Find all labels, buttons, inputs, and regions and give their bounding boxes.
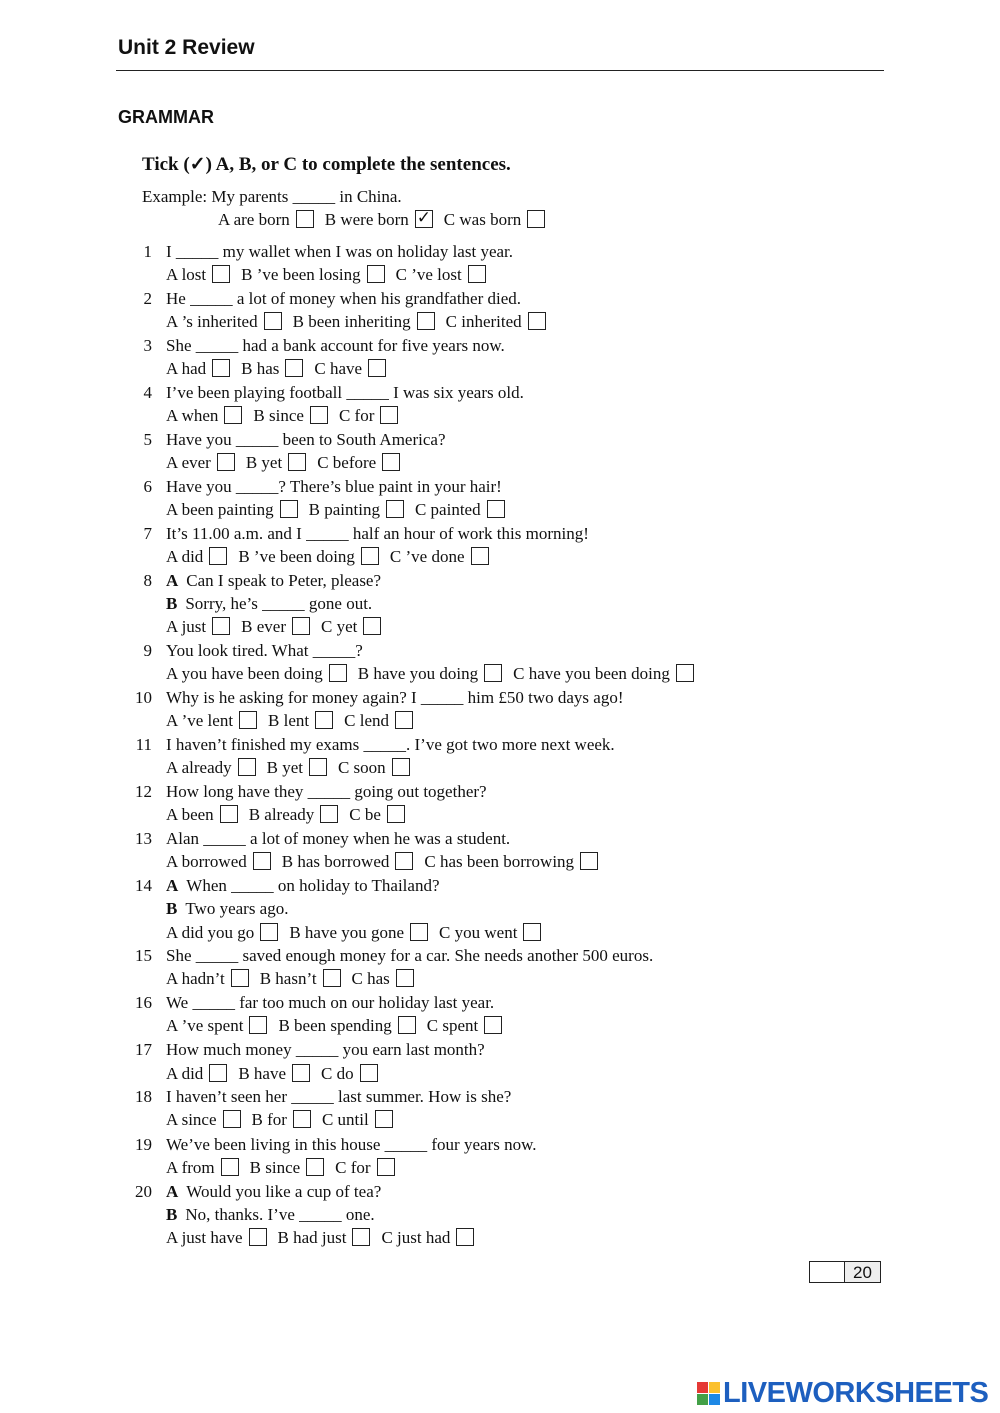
answer-checkbox[interactable] xyxy=(221,1158,239,1176)
option-label: C yet xyxy=(321,617,358,636)
option-b[interactable] xyxy=(278,1227,371,1249)
sentence: Why is he asking for money again? I _____ him £50 two days ago! xyxy=(166,688,624,707)
option-c[interactable] xyxy=(335,1157,394,1179)
option-b[interactable] xyxy=(267,757,327,779)
option-a[interactable] xyxy=(166,757,256,779)
answer-checkbox[interactable] xyxy=(392,758,410,776)
option-b[interactable] xyxy=(282,851,414,873)
title-divider xyxy=(116,70,884,71)
question-text xyxy=(166,288,521,310)
answer-options xyxy=(166,804,416,826)
option-label: B hasn’t xyxy=(259,969,317,988)
option-a[interactable] xyxy=(166,710,257,732)
answer-checkbox[interactable] xyxy=(484,1016,502,1034)
answer-checkbox[interactable] xyxy=(315,711,333,729)
logo-square xyxy=(709,1394,720,1405)
option-b[interactable] xyxy=(253,405,328,427)
option-label: B has xyxy=(241,359,280,378)
option-label: A ’ve spent xyxy=(166,1016,244,1035)
answer-options xyxy=(166,499,516,521)
score-box xyxy=(809,1261,881,1283)
option-c[interactable] xyxy=(321,616,381,638)
answer-checkbox[interactable] xyxy=(264,312,282,330)
option-label: C until xyxy=(321,1110,369,1129)
question-text xyxy=(166,898,288,920)
section-heading: GRAMMAR xyxy=(118,107,214,127)
sentence: She _____ saved enough money for a car. She needs another 500 euros. xyxy=(166,946,654,965)
option-label: A lost xyxy=(166,265,207,284)
answer-checkbox[interactable] xyxy=(217,453,235,471)
option-a[interactable] xyxy=(166,804,238,826)
answer-checkbox[interactable] xyxy=(306,1158,324,1176)
logo-square xyxy=(709,1382,720,1393)
sentence: We _____ far too much on our holiday last year. xyxy=(166,993,495,1012)
speaker-label: B xyxy=(166,899,178,918)
option-c[interactable] xyxy=(322,1109,393,1131)
option-label: A did you go xyxy=(166,923,255,942)
sentence: How long have they _____ going out together? xyxy=(166,782,487,801)
option-label: C inherited xyxy=(445,312,522,331)
answer-checkbox[interactable] xyxy=(223,1110,241,1128)
sentence: Two years ago. xyxy=(185,899,289,918)
question-text xyxy=(166,687,624,709)
answer-checkbox[interactable] xyxy=(487,500,505,518)
question-number: 12 xyxy=(135,782,152,801)
question-number: 14 xyxy=(135,876,152,895)
logo-square xyxy=(697,1382,708,1393)
option-label: C just had xyxy=(381,1228,451,1247)
option-c[interactable] xyxy=(427,1015,502,1037)
option-c[interactable] xyxy=(317,452,400,474)
answer-checkbox[interactable] xyxy=(253,852,271,870)
sentence: She _____ had a bank account for five years now. xyxy=(166,336,505,355)
option-b[interactable] xyxy=(250,1157,325,1179)
answer-options xyxy=(166,757,421,779)
option-label: A did xyxy=(166,1064,204,1083)
question-text xyxy=(166,429,446,451)
option-a[interactable] xyxy=(166,311,282,333)
option-b[interactable] xyxy=(268,710,333,732)
answer-checkbox[interactable] xyxy=(220,805,238,823)
answer-checkbox[interactable] xyxy=(417,312,435,330)
option-b[interactable] xyxy=(252,1109,311,1131)
answer-checkbox[interactable] xyxy=(288,453,306,471)
answer-checkbox[interactable] xyxy=(224,406,242,424)
page-title: Unit 2 Review xyxy=(118,36,255,59)
logo-mark-icon xyxy=(697,1382,720,1405)
answer-checkbox[interactable] xyxy=(209,547,227,565)
answer-checkbox[interactable] xyxy=(527,210,545,228)
answer-options xyxy=(166,1015,513,1037)
answer-checkbox[interactable] xyxy=(380,406,398,424)
sentence: Sorry, he’s _____ gone out. xyxy=(185,594,373,613)
question-number: 2 xyxy=(143,289,152,308)
option-label: C lend xyxy=(344,711,389,730)
option-c[interactable] xyxy=(338,757,410,779)
answer-checkbox[interactable] xyxy=(395,852,413,870)
speaker-label: A xyxy=(166,571,179,590)
option-label: A just xyxy=(166,617,207,636)
answer-checkbox[interactable] xyxy=(212,617,230,635)
option-c[interactable] xyxy=(439,922,541,944)
question-number: 10 xyxy=(135,688,152,707)
sentence: Alan _____ a lot of money when he was a student. xyxy=(166,829,511,848)
option-b[interactable] xyxy=(309,499,404,521)
option-c[interactable] xyxy=(415,499,505,521)
answer-checkbox[interactable] xyxy=(377,1158,395,1176)
question-text xyxy=(166,781,487,803)
answer-checkbox[interactable] xyxy=(292,1064,310,1082)
option-a[interactable] xyxy=(166,1157,239,1179)
option-c[interactable] xyxy=(396,264,486,286)
option-a[interactable] xyxy=(166,1063,227,1085)
option-a[interactable] xyxy=(218,209,314,231)
answer-checkbox[interactable] xyxy=(320,805,338,823)
option-label: B ever xyxy=(241,617,286,636)
answer-options xyxy=(166,710,424,732)
instructions: Tick (✓) A, B, or C to complete the sentences. xyxy=(142,154,511,175)
option-label: A from xyxy=(166,1158,215,1177)
option-label: B had just xyxy=(277,1228,347,1247)
option-c[interactable] xyxy=(352,968,414,990)
option-label: A borrowed xyxy=(166,852,247,871)
option-label: B yet xyxy=(245,453,283,472)
answer-checkbox[interactable] xyxy=(285,359,303,377)
option-label: C have you been doing xyxy=(513,664,670,683)
option-c[interactable] xyxy=(344,710,413,732)
option-a[interactable] xyxy=(166,1227,267,1249)
answer-checkbox[interactable] xyxy=(260,923,278,941)
option-label: B were born xyxy=(324,210,409,229)
answer-checkbox[interactable] xyxy=(676,664,694,682)
answer-checkbox[interactable] xyxy=(396,969,414,987)
logo-text: LIVEWORKSHEETS xyxy=(723,1377,989,1409)
answer-checkbox[interactable] xyxy=(329,664,347,682)
option-c[interactable] xyxy=(349,804,405,826)
option-b[interactable] xyxy=(325,209,433,231)
answer-checkbox[interactable] xyxy=(296,210,314,228)
question-number: 7 xyxy=(143,524,152,543)
answer-checkbox[interactable] xyxy=(415,210,433,228)
answer-options xyxy=(166,358,397,380)
sentence: I haven’t seen her _____ last summer. How is she? xyxy=(166,1087,512,1106)
question-text xyxy=(166,523,589,545)
liveworksheets-logo xyxy=(697,1378,988,1408)
option-label: B been inheriting xyxy=(292,312,411,331)
answer-options xyxy=(166,851,609,873)
answer-checkbox[interactable] xyxy=(360,1064,378,1082)
option-label: B ’ve been doing xyxy=(238,547,355,566)
option-label: A had xyxy=(166,359,207,378)
answer-options xyxy=(166,968,425,990)
speaker-label: A xyxy=(166,1182,179,1201)
option-label: C spent xyxy=(426,1016,479,1035)
option-label: C painted xyxy=(414,500,481,519)
option-label: C before xyxy=(317,453,377,472)
option-label: A you have been doing xyxy=(166,664,323,683)
answer-checkbox[interactable] xyxy=(309,758,327,776)
option-label: C has been borrowing xyxy=(424,852,575,871)
option-label: B lent xyxy=(268,711,310,730)
question-text xyxy=(166,1086,511,1108)
question-text xyxy=(166,1039,485,1061)
option-b[interactable] xyxy=(241,616,310,638)
option-a[interactable] xyxy=(166,546,227,568)
answer-options xyxy=(166,1109,404,1131)
question-text xyxy=(166,734,615,756)
answer-checkbox[interactable] xyxy=(367,265,385,283)
answer-checkbox[interactable] xyxy=(387,805,405,823)
option-c[interactable] xyxy=(314,358,386,380)
sentence: Have you _____ been to South America? xyxy=(166,430,446,449)
answer-checkbox[interactable] xyxy=(580,852,598,870)
answer-checkbox[interactable] xyxy=(293,1110,311,1128)
option-c[interactable] xyxy=(444,209,545,231)
question-number: 13 xyxy=(135,829,152,848)
option-a[interactable] xyxy=(166,452,235,474)
option-label: C has xyxy=(351,969,390,988)
option-b[interactable] xyxy=(238,546,379,568)
sentence: No, thanks. I’ve _____ one. xyxy=(185,1205,375,1224)
option-c[interactable] xyxy=(339,405,398,427)
answer-checkbox[interactable] xyxy=(209,1064,227,1082)
option-a[interactable] xyxy=(166,968,249,990)
option-label: C have xyxy=(314,359,363,378)
option-label: A been xyxy=(166,805,214,824)
answer-checkbox[interactable] xyxy=(484,664,502,682)
sentence: He _____ a lot of money when his grandfather died. xyxy=(166,289,522,308)
option-a[interactable] xyxy=(166,1109,241,1131)
sentence: I _____ my wallet when I was on holiday last year. xyxy=(166,242,514,261)
question-number: 20 xyxy=(135,1182,152,1201)
question-number: 4 xyxy=(143,383,152,402)
answer-checkbox[interactable] xyxy=(471,547,489,565)
option-b[interactable] xyxy=(246,452,306,474)
question-number: 9 xyxy=(143,641,152,660)
option-label: A hadn’t xyxy=(166,969,225,988)
option-label: A just have xyxy=(166,1228,243,1247)
option-label: C ’ve lost xyxy=(395,265,462,284)
option-label: A ’s inherited xyxy=(166,312,258,331)
answer-checkbox[interactable] xyxy=(249,1228,267,1246)
option-label: C was born xyxy=(443,210,522,229)
answer-checkbox[interactable] xyxy=(528,312,546,330)
option-a[interactable] xyxy=(166,499,298,521)
answer-checkbox[interactable] xyxy=(382,453,400,471)
question-number: 17 xyxy=(135,1040,152,1059)
question-text xyxy=(166,335,505,357)
example-options xyxy=(218,209,556,231)
sentence: I haven’t finished my exams _____. I’ve got two more next week. xyxy=(166,735,615,754)
answer-checkbox[interactable] xyxy=(280,500,298,518)
answer-checkbox[interactable] xyxy=(352,1228,370,1246)
sentence: We’ve been living in this house _____ four years now. xyxy=(166,1135,537,1154)
question-number: 19 xyxy=(135,1135,152,1154)
option-b[interactable] xyxy=(249,804,339,826)
option-a[interactable] xyxy=(166,405,242,427)
answer-checkbox[interactable] xyxy=(386,500,404,518)
sentence: I’ve been playing football _____ I was six years old. xyxy=(166,383,524,402)
question-number: 15 xyxy=(135,946,152,965)
option-label: B painting xyxy=(308,500,380,519)
question-text xyxy=(166,241,513,263)
answer-options xyxy=(166,546,500,568)
answer-checkbox[interactable] xyxy=(361,547,379,565)
option-b[interactable] xyxy=(289,922,428,944)
option-label: A did xyxy=(166,547,204,566)
question-number: 6 xyxy=(143,477,152,496)
answer-checkbox[interactable] xyxy=(212,265,230,283)
option-label: B yet xyxy=(266,758,303,777)
answer-checkbox[interactable] xyxy=(410,923,428,941)
answer-checkbox[interactable] xyxy=(523,923,541,941)
option-label: B been spending xyxy=(278,1016,392,1035)
sentence: Would you like a cup of tea? xyxy=(186,1182,382,1201)
option-c[interactable] xyxy=(381,1227,474,1249)
question-text xyxy=(166,640,363,662)
option-label: B have you gone xyxy=(289,923,405,942)
answer-options xyxy=(166,922,552,944)
option-b[interactable] xyxy=(238,1063,310,1085)
answer-checkbox[interactable] xyxy=(398,1016,416,1034)
question-number: 8 xyxy=(143,571,152,590)
answer-checkbox[interactable] xyxy=(239,711,257,729)
option-a[interactable] xyxy=(166,922,278,944)
answer-options xyxy=(166,1227,485,1249)
option-b[interactable] xyxy=(241,264,384,286)
option-b[interactable] xyxy=(241,358,303,380)
question-number: 5 xyxy=(143,430,152,449)
answer-checkbox[interactable] xyxy=(212,359,230,377)
option-a[interactable] xyxy=(166,264,230,286)
question-number: 11 xyxy=(135,735,152,754)
option-b[interactable] xyxy=(278,1015,415,1037)
answer-checkbox[interactable] xyxy=(468,265,486,283)
answer-options xyxy=(166,264,497,286)
question-text xyxy=(166,828,510,850)
question-number: 18 xyxy=(135,1087,152,1106)
question-text xyxy=(166,875,440,897)
speaker-label: A xyxy=(166,876,179,895)
question-text xyxy=(166,945,653,967)
answer-checkbox[interactable] xyxy=(375,1110,393,1128)
sentence: How much money _____ you earn last month? xyxy=(166,1040,485,1059)
score-input[interactable] xyxy=(809,1261,845,1283)
option-c[interactable] xyxy=(513,663,694,685)
option-a[interactable] xyxy=(166,616,230,638)
sentence: Have you _____? There’s blue paint in your hair! xyxy=(166,477,502,496)
option-label: B ’ve been losing xyxy=(241,265,361,284)
answer-options xyxy=(166,663,705,685)
option-label: C be xyxy=(349,805,381,824)
option-b[interactable] xyxy=(293,311,435,333)
option-label: A when xyxy=(166,406,219,425)
question-number: 1 xyxy=(143,242,152,261)
option-b[interactable] xyxy=(260,968,341,990)
option-label: B have xyxy=(238,1064,286,1083)
sentence: It’s 11.00 a.m. and I _____ half an hour of work this morning! xyxy=(166,524,589,543)
answer-options xyxy=(166,616,392,638)
option-label: B since xyxy=(249,1158,301,1177)
answer-options xyxy=(166,1157,406,1179)
answer-checkbox[interactable] xyxy=(456,1228,474,1246)
option-c[interactable] xyxy=(321,1063,378,1085)
option-a[interactable] xyxy=(166,663,347,685)
option-label: B for xyxy=(251,1110,287,1129)
answer-checkbox[interactable] xyxy=(368,359,386,377)
answer-checkbox[interactable] xyxy=(310,406,328,424)
option-label: A already xyxy=(166,758,232,777)
answer-checkbox[interactable] xyxy=(249,1016,267,1034)
question-text xyxy=(166,1204,375,1226)
answer-options xyxy=(166,452,411,474)
option-label: A are born xyxy=(218,210,290,229)
option-label: B have you doing xyxy=(357,664,479,683)
answer-options xyxy=(166,1063,389,1085)
option-label: C you went xyxy=(439,923,518,942)
answer-checkbox[interactable] xyxy=(323,969,341,987)
option-label: A since xyxy=(166,1110,217,1129)
question-number: 16 xyxy=(135,993,152,1012)
answer-checkbox[interactable] xyxy=(363,617,381,635)
option-label: B already xyxy=(248,805,315,824)
sentence: You look tired. What _____? xyxy=(166,641,363,660)
option-c[interactable] xyxy=(390,546,489,568)
question-text xyxy=(166,1134,537,1156)
option-label: C for xyxy=(338,406,375,425)
answer-checkbox[interactable] xyxy=(238,758,256,776)
sentence: When _____ on holiday to Thailand? xyxy=(186,876,440,895)
question-text xyxy=(166,382,524,404)
question-text xyxy=(166,1181,381,1203)
speaker-label: B xyxy=(166,594,178,613)
option-label: C ’ve done xyxy=(389,547,465,566)
question-text xyxy=(166,570,381,592)
sentence: Can I speak to Peter, please? xyxy=(186,571,382,590)
option-a[interactable] xyxy=(166,358,230,380)
example-sentence: Example: My parents _____ in China. xyxy=(142,187,402,206)
option-label: A ever xyxy=(166,453,211,472)
answer-checkbox[interactable] xyxy=(231,969,249,987)
speaker-label: B xyxy=(166,1205,178,1224)
option-a[interactable] xyxy=(166,1015,267,1037)
answer-checkbox[interactable] xyxy=(292,617,310,635)
option-c[interactable] xyxy=(424,851,598,873)
question-text xyxy=(166,992,494,1014)
option-label: C do xyxy=(321,1064,354,1083)
answer-options xyxy=(166,405,409,427)
question-text xyxy=(166,593,372,615)
option-label: B since xyxy=(253,406,304,425)
score-total: 20 xyxy=(845,1261,881,1283)
option-label: B has borrowed xyxy=(281,852,390,871)
answer-checkbox[interactable] xyxy=(395,711,413,729)
answer-options xyxy=(166,311,557,333)
question-text xyxy=(166,476,502,498)
option-a[interactable] xyxy=(166,851,271,873)
option-label: A been painting xyxy=(166,500,274,519)
option-label: C soon xyxy=(337,758,386,777)
question-number: 3 xyxy=(143,336,152,355)
logo-square xyxy=(697,1394,708,1405)
option-label: C for xyxy=(335,1158,371,1177)
option-label: A ’ve lent xyxy=(166,711,234,730)
option-c[interactable] xyxy=(446,311,546,333)
option-b[interactable] xyxy=(358,663,502,685)
